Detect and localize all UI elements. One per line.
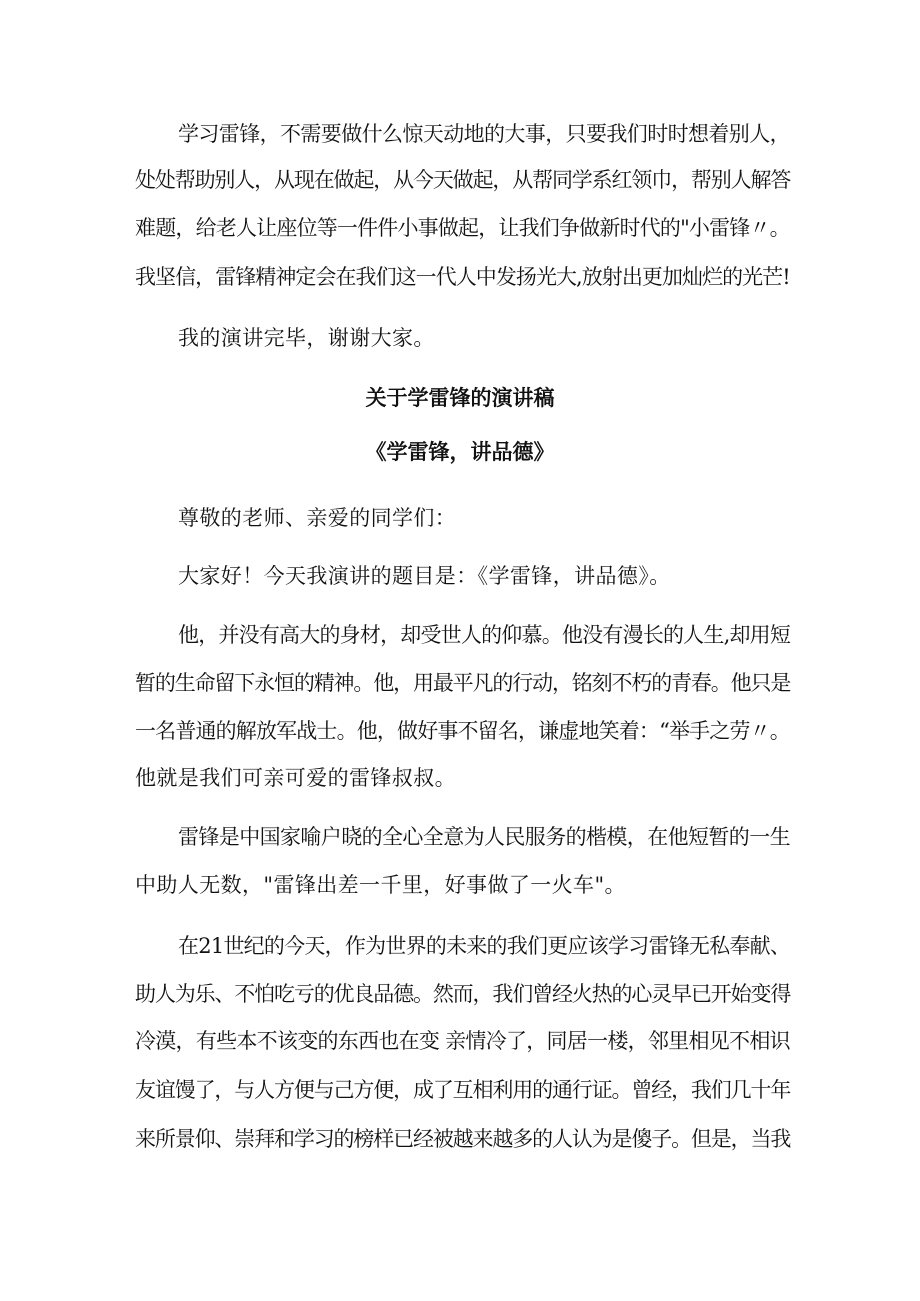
para3-line3: 一名普通的解放军战士。他，做好事不留名，谦虚地笑着：“举手之劳〃。 [135,719,790,743]
speech-title: 关于学雷锋的演讲稿 [365,386,555,410]
para5-line4: 友谊馒了，与人方便与己方便，成了互相利用的通行证。曾经，我们几十年 [135,1078,791,1102]
para4-line2: 中助人无数，"雷锋出差一千里，好事做了一火车"。 [135,873,626,897]
para5-line1: 在21世纪的今天，作为世界的未来的我们更应该学习雷锋无私奉献、 [178,934,791,958]
para3-line1: 他，并没有高大的身材，却受世人的仰慕。他没有漫长的人生,却用短 [178,623,791,647]
para3-line2: 暂的生命留下永恒的精神。他，用最平凡的行动，铭刻不朽的青春。他只是 [135,671,791,695]
para1-line3: 难题，给老人让座位等一件件小事做起，让我们争做新时代的"小雷锋〃。 [135,216,790,240]
para3-line4: 他就是我们可亲可爱的雷锋叔叔。 [135,766,456,790]
para5-line2: 助人为乐、不怕吃亏的优良品德。然而，我们曾经火热的心灵早已开始变得 [135,982,791,1006]
para4-line1: 雷锋是中国家喻户晓的全心全意为人民服务的楷模，在他短暂的一生 [178,825,790,849]
para1-line1: 学习雷锋，不需要做什么惊天动地的大事，只要我们时时想着别人， [178,122,790,146]
greeting-line: 尊敬的老师、亲爱的同学们： [178,506,457,530]
intro-line: 大家好！今天我演讲的题目是：《学雷锋，讲品德》。 [178,564,671,588]
para1-line4: 我坚信，雷锋精神定会在我们这一代人中发扬光大,放射出更加灿烂的光芒! [135,265,790,289]
para5-line3: 冷漠，有些本不该变的东西也在变 亲情冷了，同居一楼，邻里相见不相识 [135,1029,790,1053]
para5-line5: 来所景仰、崇拜和学习的榜样已经被越来越多的人认为是傻子。但是，当我 [135,1127,791,1151]
para1-line2: 处处帮助别人，从现在做起，从今天做起，从帮同学系红领巾，帮别人解答 [135,168,791,192]
speech-subtitle: 《学雷锋，讲品德》 [365,440,555,464]
closing-line: 我的演讲完毕，谢谢大家。 [178,326,435,350]
